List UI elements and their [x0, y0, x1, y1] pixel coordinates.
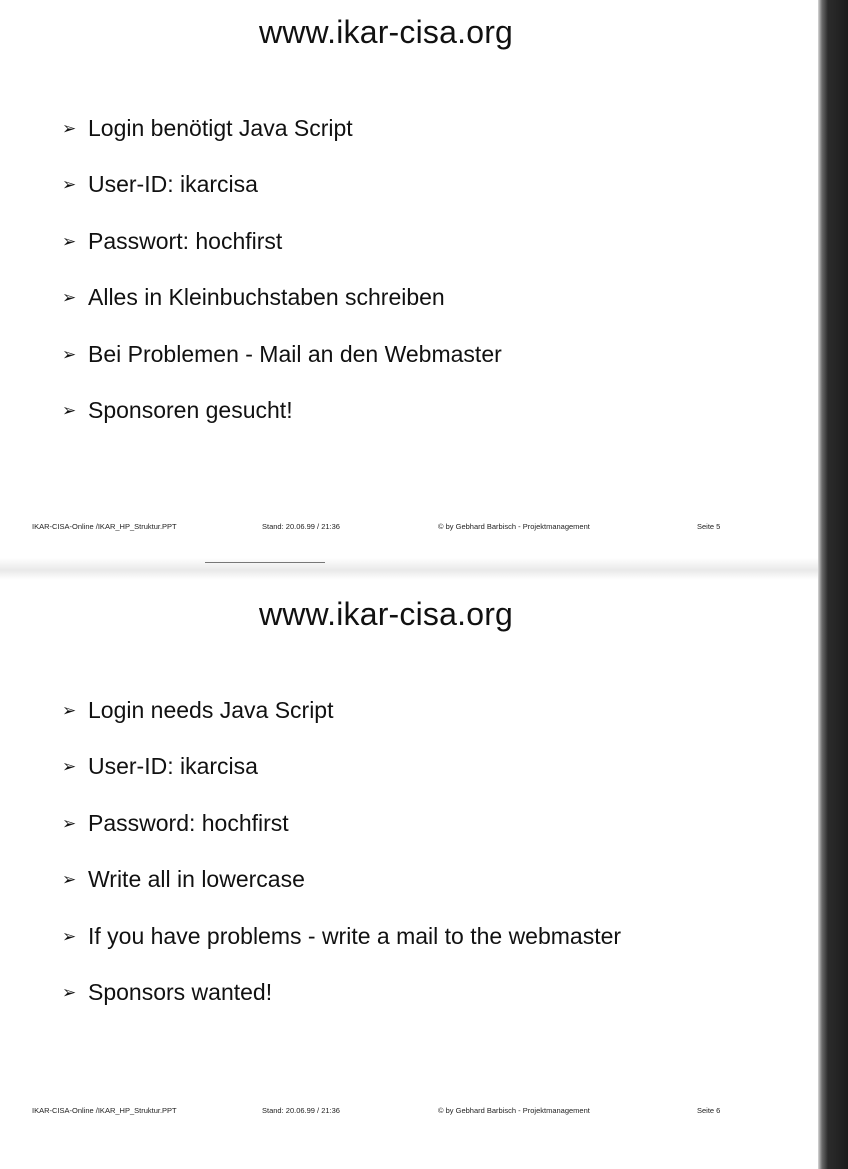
footer-file: IKAR-CISA-Online /IKAR_HP_Struktur.PPT: [32, 1106, 177, 1115]
list-item: [62, 908, 621, 965]
footer-page-number: Seite 6: [697, 1106, 721, 1115]
slide-title: www.ikar-cisa.org: [258, 14, 514, 50]
list-item: [62, 383, 502, 440]
footer-date: Stand: 20.06.99 / 21:36: [262, 1106, 340, 1115]
list-item: [62, 795, 621, 852]
arrow-bullet-icon: ➢: [62, 344, 77, 364]
scan-edge-shadow: [818, 0, 848, 1169]
bullet-list: [62, 682, 621, 1021]
bullet-list: [62, 100, 502, 439]
arrow-bullet-icon: ➢: [62, 757, 77, 777]
arrow-bullet-icon: ➢: [62, 870, 77, 890]
list-item: [62, 270, 502, 327]
arrow-bullet-icon: ➢: [62, 401, 77, 421]
bullet-text: User-ID: ikarcisa: [88, 753, 258, 780]
list-item: [62, 157, 502, 214]
arrow-bullet-icon: ➢: [62, 288, 77, 308]
slide-2: [0, 582, 818, 1142]
bullet-text: Login needs Java Script: [88, 696, 334, 723]
arrow-bullet-icon: ➢: [62, 813, 77, 833]
arrow-bullet-icon: ➢: [62, 926, 77, 946]
slide-footer: [0, 522, 818, 538]
list-item: [62, 682, 621, 739]
footer-copyright: © by Gebhard Barbisch - Projektmanagement: [438, 522, 590, 531]
list-item: [62, 326, 502, 383]
list-item: [62, 100, 502, 157]
arrow-bullet-icon: ➢: [62, 700, 77, 720]
arrow-bullet-icon: ➢: [62, 175, 77, 195]
arrow-bullet-icon: ➢: [62, 231, 77, 251]
slide-title: www.ikar-cisa.org: [258, 596, 514, 632]
bullet-text: Sponsors wanted!: [88, 979, 273, 1006]
bullet-text: Password: hochfirst: [88, 809, 289, 836]
arrow-bullet-icon: ➢: [62, 983, 77, 1003]
divider-line: [205, 562, 325, 563]
bullet-text: Passwort: hochfirst: [88, 227, 283, 254]
bullet-text: If you have problems - write a mail to the webmaster: [88, 922, 622, 949]
list-item: [62, 739, 621, 796]
footer-page-number: Seite 5: [697, 522, 721, 531]
footer-file: IKAR-CISA-Online /IKAR_HP_Struktur.PPT: [32, 522, 177, 531]
page-divider: [0, 558, 818, 580]
bullet-text: Alles in Kleinbuchstaben schreiben: [88, 284, 445, 311]
list-item: [62, 965, 621, 1022]
list-item: [62, 213, 502, 270]
bullet-text: Login benötigt Java Script: [88, 114, 353, 141]
footer-date: Stand: 20.06.99 / 21:36: [262, 522, 340, 531]
footer-copyright: © by Gebhard Barbisch - Projektmanagement: [438, 1106, 590, 1115]
slide-1: [0, 0, 818, 560]
bullet-text: Bei Problemen - Mail an den Webmaster: [88, 340, 502, 367]
bullet-text: Write all in lowercase: [88, 866, 305, 893]
list-item: [62, 852, 621, 909]
slide-footer: [0, 1106, 818, 1122]
bullet-text: User-ID: ikarcisa: [88, 171, 258, 198]
arrow-bullet-icon: ➢: [62, 118, 77, 138]
bullet-text: Sponsoren gesucht!: [88, 397, 293, 424]
